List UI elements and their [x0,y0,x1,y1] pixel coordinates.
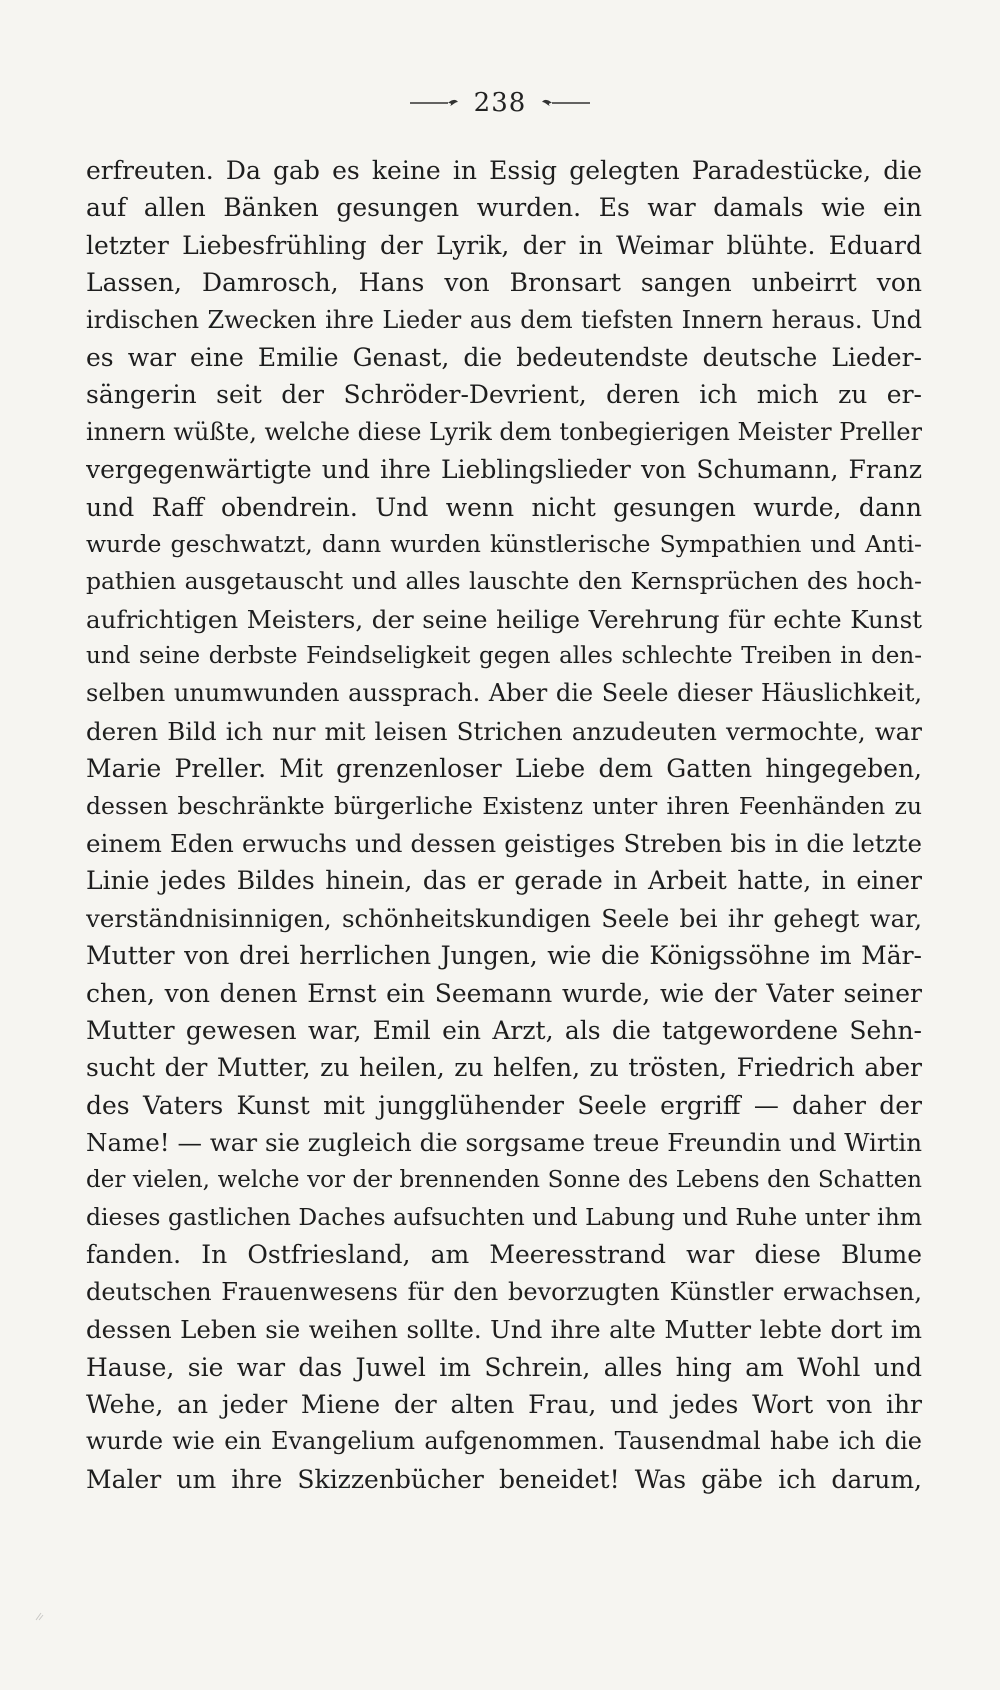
text-line: irdischen Zwecken ihre Lieder aus dem tiefsten Innern heraus. Und [86,305,922,334]
text-line: Lassen, Damrosch, Hans von Bronsart sangen unbeirrt von [86,268,922,298]
text-line: Marie Preller. Mit grenzenloser Liebe dem Gatten hingegeben, [86,754,922,784]
page-header [0,88,1000,118]
text-line: dieses gastlichen Daches aufsuchten und Labung und Ruhe unter ihm [86,1202,922,1231]
text-line: der vielen, welche vor der brennenden Sonne des Lebens den Schatten [86,1166,922,1193]
text-line: und Raff obendrein. Und wenn nicht gesungen wurde, dann [86,492,922,522]
text-line: Mutter von drei herrlichen Jungen, wie die Königssöhne im Mär- [86,941,922,971]
right-ornament-icon [540,96,592,110]
text-line: selben unumwunden aussprach. Aber die Seele dieser Häuslichkeit, [86,679,922,708]
text-line: fanden. In Ostfriesland, am Meeresstrand war diese Blume [86,1240,922,1270]
text-line: auf allen Bänken gesungen wurden. Es war damals wie ein [86,193,922,223]
text-line: dessen Leben sie weihen sollte. Und ihre alte Mutter lebte dort im [86,1315,922,1345]
text-line: Hause, sie war das Juwel im Schrein, alles hing am Wohl und [86,1352,922,1382]
text-line: sängerin seit der Schröder-Devrient, deren ich mich zu er- [86,380,922,410]
left-ornament-icon [408,96,460,110]
text-line: erfreuten. Da gab es keine in Essig gelegten Paradestücke, die [86,156,922,185]
text-line: deutschen Frauenwesens für den bevorzugten Künstler erwachsen, [86,1277,922,1306]
body-text [86,152,922,1498]
text-line: Maler um ihre Skizzenbücher beneidet! Was gäbe ich darum, [86,1464,922,1494]
text-line: aufrichtigen Meisters, der seine heilige Verehrung für echte Kunst [86,604,922,634]
text-line: Mutter gewesen war, Emil ein Arzt, als die tatgewordene Sehn- [86,1015,922,1045]
text-line: Linie jedes Bildes hinein, das er gerade in Arbeit hatte, in einer [86,866,922,896]
text-line: es war eine Emilie Genast, die bedeutendste deutsche Lieder- [86,342,922,372]
paper-speck-icon [34,1610,46,1622]
text-line: und seine derbste Feindseligkeit gegen alles schlechte Treiben in den- [86,643,922,670]
text-line: letzter Liebesfrühling der Lyrik, der in Weimar blühte. Eduard [86,230,922,260]
text-line: einem Eden erwuchs und dessen geistiges Streben bis in die letzte [86,829,922,859]
text-line: Name! — war sie zugleich die sorgsame treue Freundin und Wirtin [86,1128,922,1158]
text-line: Wehe, an jeder Miene der alten Frau, und jedes Wort von ihr [86,1389,922,1419]
text-line: wurde geschwatzt, dann wurden künstlerische Sympathien und Anti- [86,529,922,558]
text-line: innern wüßte, welche diese Lyrik dem tonbegierigen Meister Preller [86,417,922,446]
text-line: vergegenwärtigte und ihre Lieblingslieder von Schumann, Franz [86,455,922,485]
text-line: sucht der Mutter, zu heilen, zu helfen, zu trösten, Friedrich aber [86,1053,922,1083]
text-line: des Vaters Kunst mit jungglühender Seele ergriff — daher der [86,1090,922,1120]
page-number: 238 [473,88,527,118]
text-line: deren Bild ich nur mit leisen Strichen anzudeuten vermochte, war [86,716,922,746]
text-line: wurde wie ein Evangelium aufgenommen. Tausendmal habe ich die [86,1427,922,1456]
text-line: dessen beschränkte bürgerliche Existenz unter ihren Feenhänden zu [86,791,922,820]
text-line: verständnisinnigen, schönheitskundigen Seele bei ihr gehegt war, [86,903,922,933]
text-line: pathien ausgetauscht und alles lauschte den Kernsprüchen des hoch- [86,567,922,596]
text-line: chen, von denen Ernst ein Seemann wurde, wie der Vater seiner [86,978,922,1008]
